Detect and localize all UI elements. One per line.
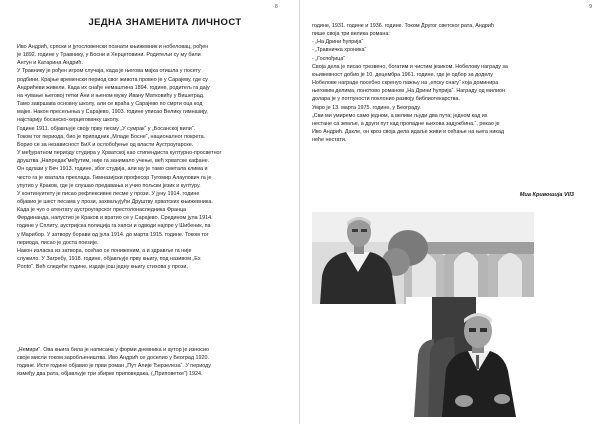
text-line: године у Сплиту, аустријска полиција га хапси и одводи најпре у Шибеник, па — [17, 223, 211, 230]
text-line: нестане са земље, а други пут кад пропадне њихова задужбина.“, рекао је — [312, 120, 500, 127]
portrait-photo-bridge — [312, 212, 534, 304]
text-line: своје мисли током заробљеништва. Иво Андрић се доселио у Београд 1920. — [17, 355, 210, 362]
text-line: Он одлази у Беч 1913. године, због студија, али му је тамо сметала клима и — [17, 166, 208, 173]
text-line: књижевност добио је 10. децембра 1961. године, где је одбор за доделу — [312, 71, 493, 78]
text-line: Након изласка из затвора, осећао се пониженим, а и здравље га није — [17, 247, 192, 254]
text-line: Нобелове награде посебно скренуо пажњу на „епску снагу“ која доминира — [312, 80, 499, 87]
text-line: - „Травничка хроника“ — [312, 47, 367, 54]
text-line: У Травнику је рођен игром случаја, када је његова мајка отишла у посету — [17, 68, 201, 75]
text-line: често га је хватала прехлада. Гимназијски професор Тугомир Алаупович га је — [17, 174, 212, 181]
right-page — [300, 0, 600, 424]
text-line: Године 1911. објављује своју прву песму „У сумрак“ у „Босанској вили“. — [17, 125, 196, 132]
text-line: упутио у Краков, где је слушао предавања и учио пољски језик и културу. — [17, 182, 201, 189]
text-line: у Марибор. У затвору борави од јула 1914. до марта 1915. године. Током тог — [17, 231, 209, 238]
biography-text-left — [17, 43, 297, 271]
portrait-photo-chair-image — [406, 297, 600, 417]
text-line: најстарију босанско-херцеговачку школу. — [17, 117, 120, 124]
text-line: - „Госпођица“ — [312, 55, 346, 62]
text-line: Фердинанда, напустио је Краков и вратио се у Сарајево. Средином јула 1914. — [17, 215, 213, 222]
text-line: Тамо завршава основну школу, али се враћа у Сарајево по смрти оца код — [17, 101, 203, 108]
text-line: Антун и Катарина Андрић. — [17, 60, 83, 67]
page-title: ЈЕДНА ЗНАМЕНИТА ЛИЧНОСТ — [88, 17, 242, 28]
biography-text-left-bottom — [17, 346, 297, 379]
text-line: године, 1931. године и 1936. године. Током Другог светског рата, Андрић — [312, 23, 494, 29]
text-line: Када је чуо о атентату аустроугарског престолонаследника Франца — [17, 207, 187, 214]
text-line: између два рата, објављује три збирке приповедака, („Приповетке“) 1924. — [17, 371, 203, 378]
page-number-right: 9 — [589, 4, 592, 10]
text-line: служило. У Загребу, 1918. године, објављује прву књигу, под називом „Ex — [17, 256, 201, 263]
text-line: друштва „Напредак“међутим, није га занимало учење, већ хрватске кафане. — [17, 158, 210, 165]
author-signature: Миа Кривошија VII3 — [519, 192, 574, 198]
text-line: на чување његовој тетки Ани и њеном мужу Ивану Матковићу у Вишеград. — [17, 92, 205, 99]
text-line: Ponto“. Већ следеће године, издаје још једну књигу стихова у прози, — [17, 264, 188, 271]
portrait-photo-chair — [406, 297, 600, 417]
text-line: Своја дела је писао трезвено, богатим и чистим језиком. Нобелову награду за — [312, 63, 508, 70]
text-line: Током тог периода, био је припадник „Младе Босне“, националног покрета. — [17, 133, 206, 140]
text-line: објавио је шест песама у прози, захваљујући Друштву хрватских књижевника. — [17, 198, 213, 205]
page-number-left: 8 — [275, 4, 278, 10]
text-line: је 1892. године у Травнику, у Босни и Херцеговини. Родитељи су му били — [17, 52, 201, 59]
text-line: мајке. Након пресељења у Сарајево, 1903. године уписао Велику гимназију, — [17, 109, 208, 116]
text-line: периода, писао је доста поезије. — [17, 239, 99, 246]
text-line: - „На Дрини ћуприја“ — [312, 39, 364, 46]
portrait-photo-bridge-image — [312, 212, 534, 304]
text-line: Борио се за независност БиХ и ослобођење од власти Аустроугарске. — [17, 141, 194, 148]
text-line: У континуитету је писао рефлексивне песме у прози. У јуну 1914. године — [17, 190, 200, 197]
text-line: Умро је 13. марта 1975. године, у Београду. — [312, 104, 421, 111]
text-line: „Сви ми умиремо само једном, а велики људи два пута; једном кад их — [312, 112, 488, 119]
text-line: неће нестати. — [312, 137, 347, 144]
text-line: Иво Андрић. Дакле, он кроз своја дела идаље живи и сећање на њега никад — [312, 129, 505, 136]
text-line: родбини. Крајње временски период свог живота провео је у Сарајеву, где су — [17, 76, 208, 83]
text-line: пише своја три велика романа: — [312, 31, 390, 38]
text-line: Андрићеви живели. Када их снађе немаштина 1894. године, родитељ га дају — [17, 84, 210, 91]
text-line: „Немири“. Ова књига била је написана у форми дневника и аутор је износио — [17, 347, 209, 353]
text-line: У међуратном периоду студира у Хрватској као стипендиста културно-просветног — [17, 150, 222, 157]
biography-text-right — [312, 22, 597, 144]
text-line: његовим делима, понотово романом „На Дрини ћуприја“. Награду од милион — [312, 88, 505, 95]
text-line: године. Исте године објавио је први роман „Пут Алије Ђерзелеза“. У периоду — [17, 363, 211, 370]
text-line: Иво Андрић, српски и југословенски познати књижевник и нобеловац, рођен — [17, 44, 209, 50]
text-line: долара је у потпуности поклонио развоју библиотекарства. — [312, 96, 461, 103]
